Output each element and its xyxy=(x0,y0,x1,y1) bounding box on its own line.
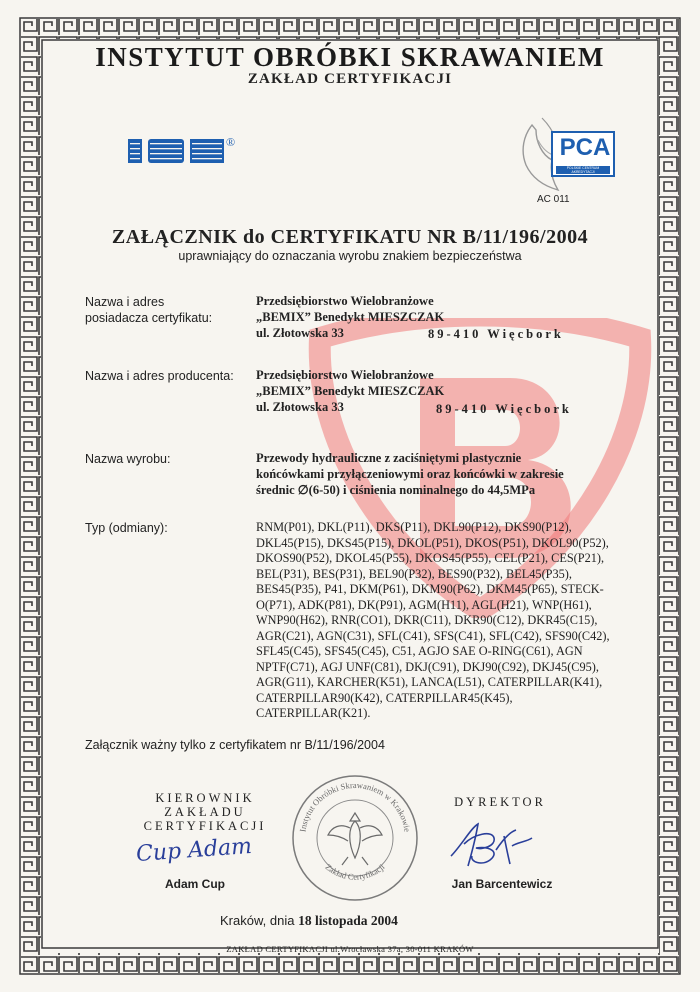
pca-small-text: POLSKIE CENTRUM AKREDYTACJI xyxy=(566,166,600,174)
types-line: DKOS90(P52), DKOL45(P55), DKOS45(P55), CEL(P21), CES(P21), xyxy=(256,551,605,565)
product-label: Nazwa wyrobu: xyxy=(85,452,171,466)
holder-name-line1: Przedsiębiorstwo Wielobranżowe xyxy=(256,294,434,308)
seal-text-bottom: Zakład Certyfikacji xyxy=(323,861,387,882)
types-line: AGR(C21), AGN(C31), SFL(C41), SFS(C41), SFL(C42), SFS90(C42), xyxy=(256,628,610,643)
director-signature-icon xyxy=(446,816,536,872)
types-line: AGR(G11), KARCHER(K51), LANCA(L51), CATERPILLAR(K41), xyxy=(256,675,603,689)
product-line1: Przewody hydrauliczne z zaciśniętymi plastycznie xyxy=(256,451,522,465)
issue-date: 18 listopada 2004 xyxy=(298,913,398,928)
producer-street: ul. Złotowska 33 xyxy=(256,400,344,414)
producer-name-line1: Przedsiębiorstwo Wielobranżowe xyxy=(256,368,434,382)
producer-label: Nazwa i adres producenta: xyxy=(85,369,234,383)
types-line: BES45(P35), P41, DKM(P61), DKM90(P62), DKM45(P65), STECK- xyxy=(256,582,604,596)
types-line: SFL45(C45), SFS45(C45), C51, AGJO SAE O-RING(C61), AGN xyxy=(256,644,583,658)
svg-text:Zakład Certyfikacji xyxy=(323,861,387,881)
producer-name-line2: „BEMIX” Benedykt MIESZCZAK xyxy=(256,384,445,398)
manager-title-line1: KIEROWNIK xyxy=(155,791,255,805)
manager-signature: Cup Adam xyxy=(135,833,253,868)
manager-title-line3: CERTYFIKACJI xyxy=(143,819,267,833)
department-subtitle: ZAKŁAD CERTYFIKACJI xyxy=(247,71,453,87)
director-title: DYREKTOR xyxy=(454,795,546,809)
holder-name-line2: „BEMIX” Benedykt MIESZCZAK xyxy=(256,310,445,324)
types-line: BEL(P31), BES(P31), BEL90(P32), BES90(P32), BEL45(P35), xyxy=(256,566,572,581)
ios-logo xyxy=(128,131,248,176)
producer-city: 89-410 Więcbork xyxy=(436,402,572,416)
validity-note: Załącznik ważny tylko z certyfikatem nr B/11/196/2004 xyxy=(85,738,385,752)
manager-name: Adam Cup xyxy=(165,877,225,891)
product-line2: końcówkami przyłączeniowymi oraz końcówki w zakresie xyxy=(256,467,564,481)
types-line: WNP90(H62), RNR(CO1), DKR(C11), DKR90(C12), DKR45(C15), xyxy=(256,613,598,627)
types-line: CATERPILLAR(K21). xyxy=(256,706,371,720)
holder-label-line2: posiadacza certyfikatu: xyxy=(85,311,213,325)
types-line: DKL45(P15), DKS45(P15), DKOL(P51), DKOS(P51), DKOL90(P52), xyxy=(256,535,609,550)
types-line: CATERPILLAR90(K42), CATERPILLAR45(K45), xyxy=(256,690,513,705)
pca-text: PCA xyxy=(559,134,611,161)
manager-title-line2: ZAKŁADU xyxy=(164,805,246,819)
types-label: Typ (odmiany): xyxy=(85,521,168,535)
types-line: NPTF(C71), AGJ UNF(C81), DKJ(C91), DKJ90(C92), DKJ45(C95), xyxy=(256,659,599,674)
seal-text-top: Instytut Obróbki Skrawaniem w Krakowie xyxy=(297,779,413,833)
institute-title: INSTYTUT OBRÓBKI SKRAWANIEM xyxy=(95,42,605,72)
place-date-prefix: Kraków, dnia xyxy=(220,913,295,928)
holder-street: ul. Złotowska 33 xyxy=(256,326,344,340)
registered-mark: ® xyxy=(226,135,236,149)
product-line3: średnic ∅(6-50) i ciśnienia nominalnego do 44,5MPa xyxy=(256,483,536,497)
types-line: RNM(P01), DKL(P11), DKS(P11), DKL90(P12), DKS90(P12), xyxy=(256,520,572,534)
footer-address: ZAKŁAD CERTYFIKACJI ul.Wrocławska 37a, 30-011 KRAKÓW xyxy=(226,944,474,954)
types-list xyxy=(256,520,636,722)
holder-city: 89-410 Więcbork xyxy=(428,327,564,341)
accreditation-code: AC 011 xyxy=(537,194,570,205)
annex-subtitle: uprawniający do oznaczania wyrobu znakiem bezpieczeństwa xyxy=(178,249,522,263)
institute-seal-icon xyxy=(290,773,420,903)
place-date xyxy=(220,913,398,929)
svg-text:Instytut Obróbki Skrawaniem w xyxy=(297,780,412,833)
annex-title: ZAŁĄCZNIK do CERTYFIKATU NR B/11/196/2004 xyxy=(111,226,589,248)
director-name: Jan Barcentewicz xyxy=(451,877,553,891)
types-line: O(P71), ADK(P81), DK(P91), AGM(H11), AGL(H21), WNP(H61), xyxy=(256,597,592,612)
holder-label-line1: Nazwa i adres xyxy=(85,295,165,309)
